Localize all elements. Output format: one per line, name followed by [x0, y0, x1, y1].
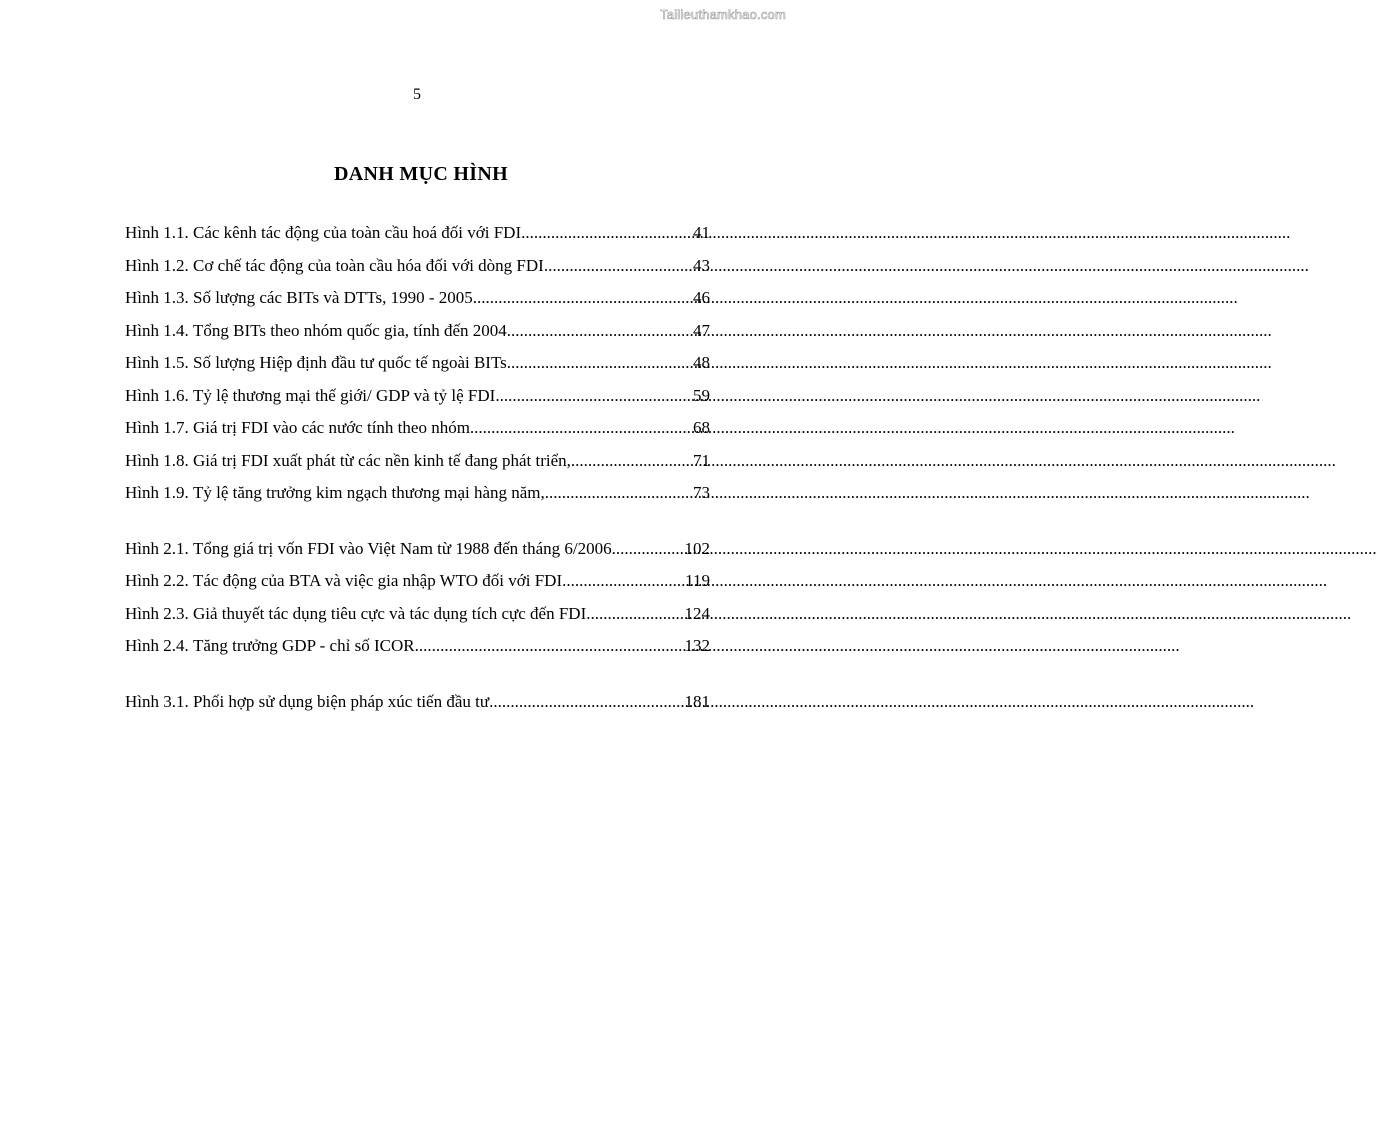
- figure-page: 41: [693, 223, 710, 242]
- figure-label: Hình 1.6.: [125, 385, 189, 405]
- figure-entry-1-2[interactable]: [125, 255, 710, 288]
- figure-label: Hình 1.4.: [125, 320, 189, 340]
- figure-title: Cơ chế tác động của toàn cầu hóa đối với dòng FDI: [193, 255, 544, 275]
- figure-page: 71: [693, 450, 710, 470]
- figure-title: Số lượng các BITs và DTTs, 1990 - 2005: [193, 288, 473, 307]
- page-title: DANH MỤC HÌNH: [334, 163, 508, 185]
- dot-leader: [586, 603, 684, 625]
- figure-page: 102: [684, 538, 710, 558]
- dot-leader: [544, 255, 693, 277]
- figure-title: Tác động của BTA và việc gia nhập WTO đối với FDI: [193, 571, 563, 590]
- figure-label: Hình 1.5.: [125, 353, 189, 372]
- figure-page: 73: [693, 483, 710, 502]
- figure-title: Tỷ lệ tăng trưởng kim ngạch thương mại hàng năm,: [193, 483, 545, 502]
- figure-entry-1-5[interactable]: [125, 352, 710, 385]
- figure-title: Các kênh tác động của toàn cầu hoá đối với FDI.: [193, 223, 526, 242]
- dot-leader: [507, 352, 693, 374]
- figure-title: Giá trị FDI vào các nước tính theo nhóm: [193, 418, 470, 437]
- figure-page: 124: [684, 603, 710, 623]
- dot-leader: [473, 287, 693, 309]
- figure-label: Hình 2.1.: [125, 538, 189, 558]
- dot-leader: [489, 691, 684, 713]
- figure-entry-2-1[interactable]: [125, 538, 710, 571]
- page-number: 5: [413, 86, 421, 103]
- dot-leader: [612, 538, 685, 560]
- figure-title: Giả thuyết tác dụng tiêu cực và tác dụng tích cực đến FDI: [193, 603, 587, 623]
- figure-title: Giá trị FDI xuất phát từ các nền kinh tế đang phát triển,: [193, 450, 571, 470]
- figure-page: 43: [693, 255, 710, 275]
- figure-entry-1-9[interactable]: [125, 482, 710, 515]
- figure-label: Hình 1.9.: [125, 483, 189, 502]
- figure-label: Hình 2.3.: [125, 603, 189, 623]
- figure-label: Hình 3.1.: [125, 691, 189, 711]
- figure-label: Hình 1.7.: [125, 418, 189, 437]
- figure-page: 48: [693, 353, 710, 372]
- figure-page: 47: [693, 320, 710, 340]
- figure-entry-1-3[interactable]: [125, 287, 710, 320]
- figure-entry-2-2[interactable]: [125, 570, 710, 603]
- figure-title: Số lượng Hiệp định đầu tư quốc tế ngoài BITs: [193, 353, 507, 372]
- figure-list: [125, 222, 710, 723]
- figure-entry-1-6[interactable]: [125, 385, 710, 418]
- dot-leader: [545, 482, 693, 504]
- figure-page: 132: [684, 636, 710, 655]
- dot-leader: [562, 570, 685, 592]
- figure-title: Phối hợp sử dụng biện pháp xúc tiến đầu tư: [193, 691, 490, 711]
- watermark: Tailieuthamkhao.com: [660, 7, 786, 22]
- dot-leader: [507, 320, 693, 342]
- figure-entry-1-7[interactable]: [125, 417, 710, 450]
- figure-label: Hình 1.8.: [125, 450, 189, 470]
- figure-page: 59: [693, 385, 710, 405]
- dot-leader: [571, 450, 693, 472]
- figure-entry-3-1[interactable]: [125, 691, 710, 724]
- figure-entry-2-4[interactable]: [125, 635, 710, 668]
- figure-title: Tổng BITs theo nhóm quốc gia, tính đến 2004: [193, 320, 507, 340]
- figure-label: Hình 1.2.: [125, 255, 189, 275]
- figure-title: Tỷ lệ thương mại thế giới/ GDP và tỷ lệ FDI: [193, 385, 496, 405]
- figure-label: Hình 1.3.: [125, 288, 189, 307]
- figure-page: 46: [693, 288, 710, 307]
- figure-entry-1-4[interactable]: [125, 320, 710, 353]
- dot-leader: [470, 417, 693, 439]
- chapter-3-group: [125, 691, 710, 724]
- dot-leader: [495, 385, 693, 407]
- dot-leader: [415, 635, 685, 657]
- figure-page: 68: [693, 418, 710, 437]
- chapter-2-group: [125, 538, 710, 668]
- figure-entry-1-8[interactable]: [125, 450, 710, 483]
- dot-leader: [525, 222, 693, 244]
- figure-label: Hình 2.2.: [125, 571, 189, 590]
- figure-page: 181: [684, 691, 710, 711]
- figure-title: Tăng trưởng GDP - chỉ số ICOR: [193, 636, 415, 655]
- chapter-1-group: [125, 222, 710, 515]
- figure-page: 119: [685, 571, 710, 590]
- figure-entry-2-3[interactable]: [125, 603, 710, 636]
- figure-label: Hình 2.4.: [125, 636, 189, 655]
- figure-label: Hình 1.1.: [125, 223, 189, 242]
- figure-entry-1-1[interactable]: [125, 222, 710, 255]
- figure-title: Tổng giá trị vốn FDI vào Việt Nam từ 1988 đến tháng 6/2006: [193, 538, 612, 558]
